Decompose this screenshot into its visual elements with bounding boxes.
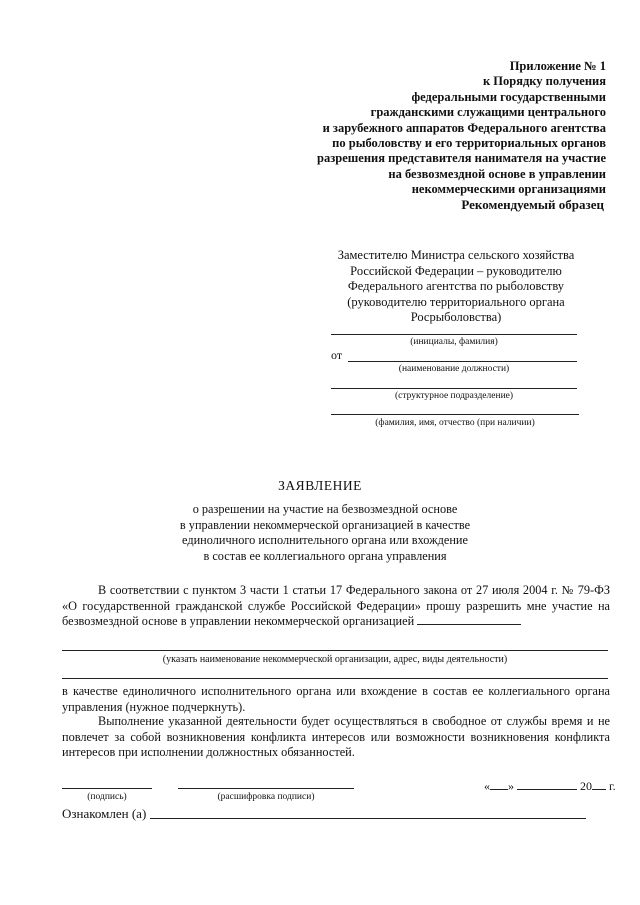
addressee-line: Федерального агентства по рыболовству (347, 279, 565, 293)
fullname-field-line[interactable] (331, 414, 579, 415)
appendix-line: по рыболовству и его территориальных органов (332, 136, 606, 151)
initials-caption: (инициалы, фамилия) (410, 337, 498, 347)
recommended-sample-label: Рекомендуемый образец (461, 197, 604, 212)
appendix-line: Приложение № 1 (509, 59, 606, 73)
addressee-block (322, 248, 590, 326)
organization-inline-field[interactable] (417, 614, 521, 625)
subtitle-line: в управлении некоммерческой организацией в качестве (179, 517, 471, 532)
organization-field-line-2[interactable] (62, 678, 608, 679)
statement-subtitle (150, 502, 500, 564)
position-caption: (наименование должности) (398, 364, 510, 374)
date-year-field[interactable] (592, 779, 606, 790)
organization-caption: (указать наименование некоммерческой организации, адрес, виды деятельности) (162, 654, 508, 665)
statement-title: ЗАЯВЛЕНИЕ (278, 478, 362, 493)
position-field-line[interactable] (348, 361, 577, 362)
subtitle-line: в состав ее коллегиального органа управления (203, 548, 447, 563)
appendix-line: федеральными государственными (411, 89, 606, 104)
appendix-line: разрешения представителя нанимателя на участие (317, 151, 606, 166)
date-year-prefix: 20 (580, 779, 592, 793)
subtitle-line: единоличного исполнительного органа или вхождение (182, 533, 468, 548)
fullname-caption: (фамилия, имя, отчество (при наличии) (375, 418, 535, 428)
subtitle-line: о разрешении на участие на безвозмездной основе (192, 502, 458, 516)
organization-field-line[interactable] (62, 650, 608, 651)
request-text: В соответствии с пунктом 3 части 1 статьи 17 Федерального закона от 27 июля 2004 г. № 79-ФЗ «О государственной гражданской службе Российской Федерации» прошу разрешить мне участие на безвозмездной основе в управлении некоммерческой организацией (62, 583, 610, 628)
request-paragraph (62, 583, 610, 630)
signature-field-line[interactable] (62, 788, 152, 789)
addressee-line: Росрыболовства) (410, 310, 502, 324)
division-field-line[interactable] (331, 388, 577, 389)
division-caption: (структурное подразделение) (394, 391, 514, 401)
date-month-field[interactable] (517, 779, 577, 790)
addressee-line: (руководителю территориального органа (347, 294, 565, 309)
initials-field-line[interactable] (331, 334, 577, 335)
addressee-line: Заместителю Министра сельского хозяйства (337, 248, 575, 262)
date-field (484, 779, 616, 794)
date-suffix: г. (609, 779, 616, 793)
role-paragraph: в качестве единоличного исполнительного органа или вхождение в состав ее коллегиального органа управления (нужное подчеркнуть). (62, 684, 610, 714)
date-open-quote: « (484, 779, 490, 793)
date-close-quote: » (508, 779, 514, 793)
appendix-line: на безвозмездной основе в управлении (388, 166, 606, 181)
from-label: от (331, 348, 343, 362)
appendix-line: гражданскими служащими центрального (370, 105, 606, 120)
decoding-field-line[interactable] (178, 788, 354, 789)
signature-caption: (подпись) (87, 792, 127, 802)
date-day-field[interactable] (490, 779, 508, 790)
acknowledged-label: Ознакомлен (а) (62, 806, 147, 821)
appendix-line: к Порядку получения (482, 74, 606, 89)
decoding-caption: (расшифровка подписи) (217, 792, 315, 802)
appendix-line: и зарубежного аппаратов Федерального агентства (322, 120, 606, 135)
conflict-paragraph: Выполнение указанной деятельности будет осуществляться в свободное от службы время и не повлечет за собой возникновения конфликта интересов или возможности возникновения конфликта интересов при исполнении должностных обязанностей. (62, 714, 610, 759)
addressee-line: Российской Федерации – руководителю (350, 263, 562, 278)
acknowledged-field-line[interactable] (150, 818, 586, 819)
appendix-header (276, 59, 606, 198)
appendix-line: некоммерческими организациями (411, 182, 606, 197)
